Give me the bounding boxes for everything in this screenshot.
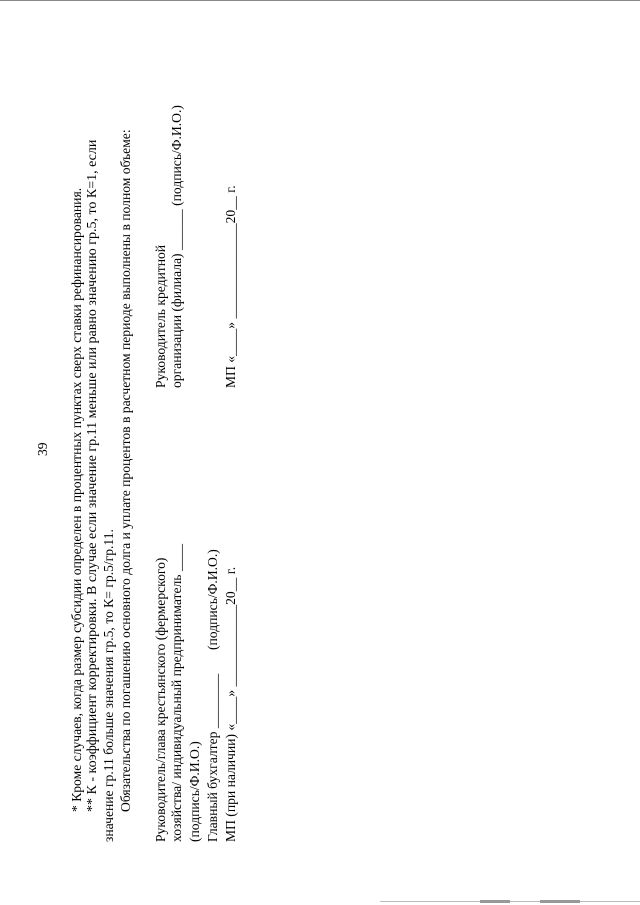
scan-mark: [480, 900, 510, 903]
left-stamp-date-line: МП (при наличии) «____» ____________20__ г.: [223, 566, 238, 842]
right-stamp-date-line: МП «____» ______________20__ г.: [223, 185, 238, 388]
left-sign-caption-2: (подпись/Ф.И.О.): [205, 549, 220, 650]
scan-mark: [540, 900, 580, 903]
page-number: 39: [35, 442, 50, 456]
left-sign-caption-1: (подпись/Ф.И.О.): [187, 741, 202, 842]
right-sign-line-2: организации (филиала) ______ (подпись/Ф.И.О.): [169, 105, 184, 388]
note-footnote-2: ** К - коэффициент корректировки. В случае если значение гр.11 меньше или равно значению гр.5, то К=1, если: [85, 139, 100, 812]
scan-top-edge: [0, 0, 640, 1]
note-footnote-1: * Кроме случаев, когда размер субсидии определен в процентных пунктах сверх ставки рефинансирования.: [69, 187, 84, 812]
chief-accountant-line: Главный бухгалтер ________: [205, 673, 220, 842]
note-footnote-2-cont: значение гр.11 больше значения гр.5, то К= гр.5/гр.11.: [101, 529, 116, 842]
right-sign-line-1: Руководитель кредитной: [153, 244, 168, 388]
obligations-statement: Обязательства по погашению основного долга и уплате процентов в расчетном периоде выполнены в полном объеме:: [118, 129, 133, 812]
scan-bottom-edge: [380, 901, 640, 902]
left-sign-line-1: Руководитель/глава крестьянского (фермерского): [153, 557, 168, 842]
left-sign-line-2: хозяйства/ индивидуальный предприниматель ____: [169, 543, 184, 842]
